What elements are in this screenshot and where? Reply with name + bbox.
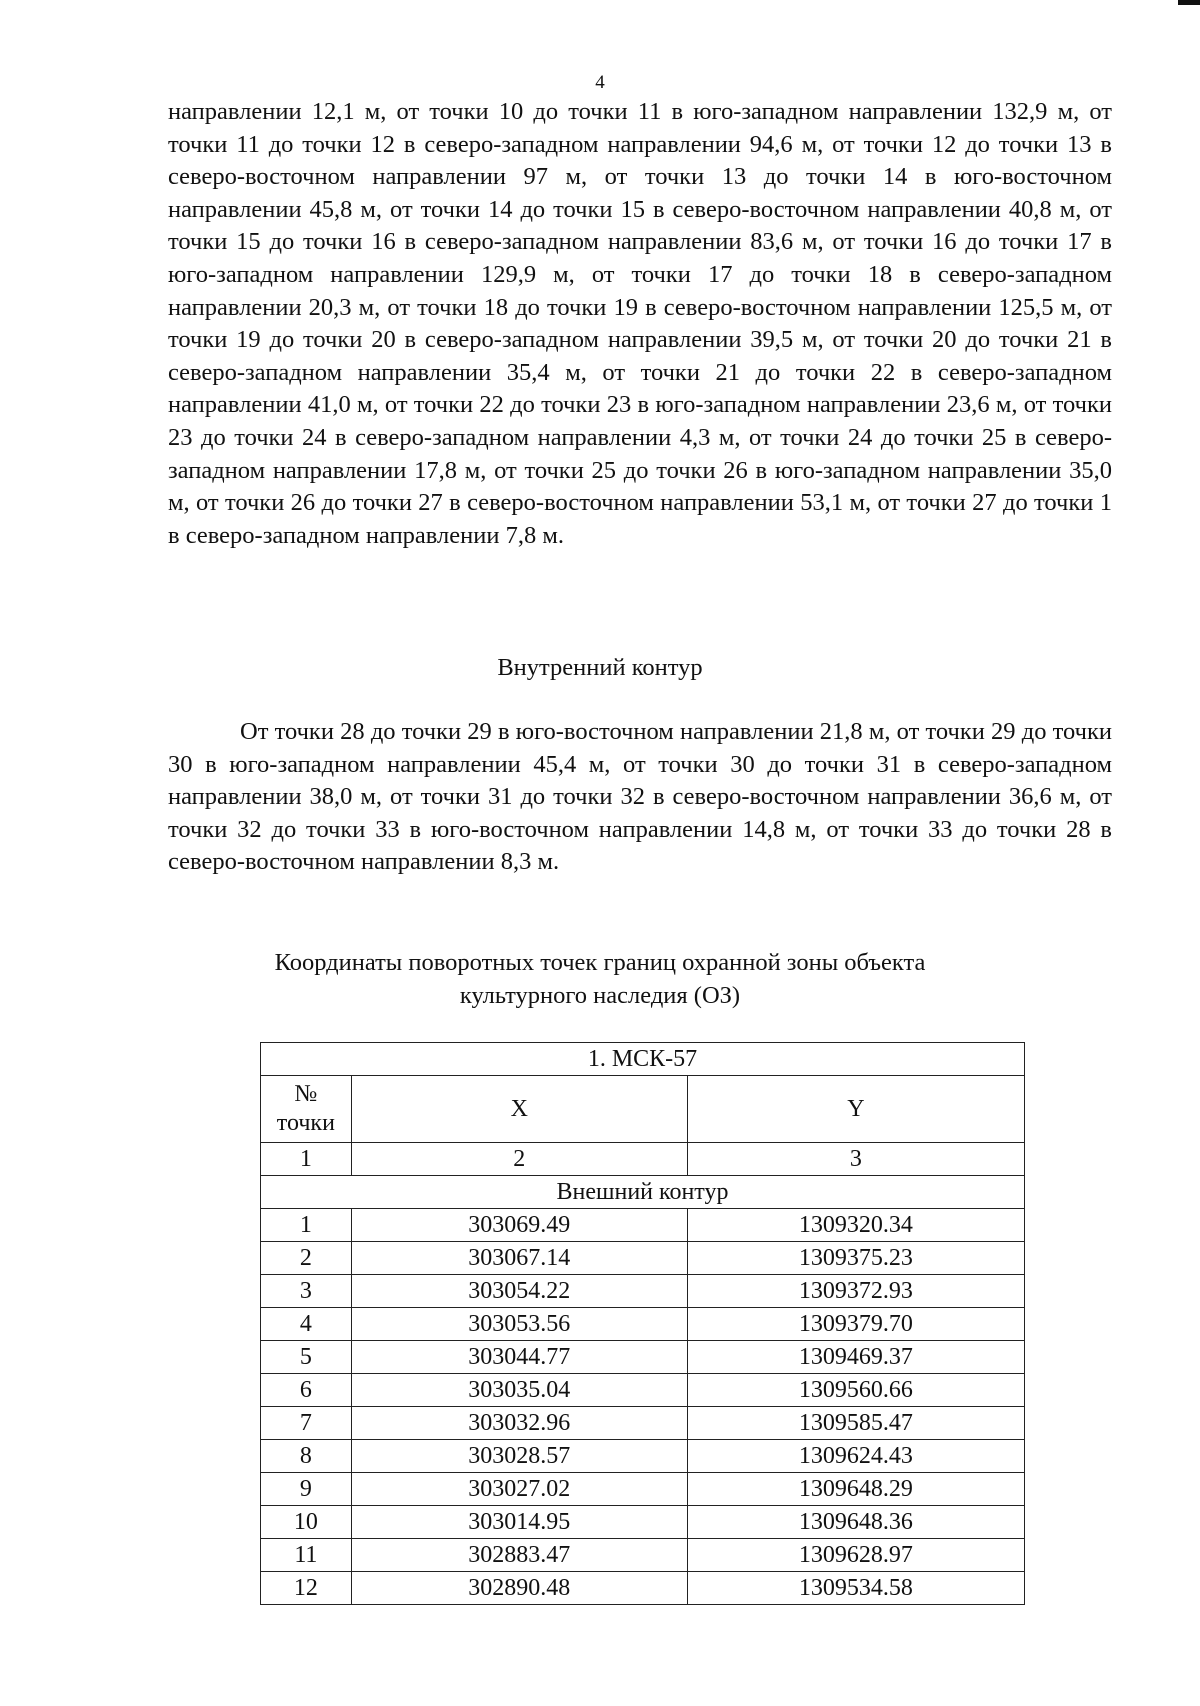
point-y: 1309648.29	[687, 1473, 1024, 1506]
point-number: 4	[261, 1308, 352, 1341]
page-number: 4	[595, 72, 605, 93]
header-row	[261, 1076, 1025, 1143]
index-cell-2: 2	[351, 1143, 687, 1176]
point-x: 303044.77	[351, 1341, 687, 1374]
point-y: 1309372.93	[687, 1275, 1024, 1308]
table-caption-line1: Координаты поворотных точек границ охранной зоны объекта	[274, 949, 926, 976]
point-x: 303054.22	[351, 1275, 687, 1308]
point-x: 303053.56	[351, 1308, 687, 1341]
point-x: 303027.02	[351, 1473, 687, 1506]
header-y: Y	[687, 1076, 1024, 1143]
inner-contour-description: От точки 28 до точки 29 в юго-восточном направлении 21,8 м, от точки 29 до точки 30 в юго-западном направлении 45,4 м, от точки 30 до точки 31 в северо-западном направлении 38,0 м, от точки 31 до точки 32 в северо-восточном направлении 36,6 м, от точки 32 до точки 33 в юго-восточном направлении 14,8 м, от точки 33 до точки 28 в северо-восточном направлении 8,3 м.	[168, 718, 1112, 876]
table-row	[261, 1440, 1025, 1473]
point-number: 9	[261, 1473, 352, 1506]
inner-contour-heading: Внутренний контур	[497, 654, 703, 681]
scan-corner-mark	[1178, 0, 1200, 5]
index-row	[261, 1143, 1025, 1176]
point-number: 8	[261, 1440, 352, 1473]
point-number: 1	[261, 1209, 352, 1242]
point-number: 3	[261, 1275, 352, 1308]
table-row	[261, 1242, 1025, 1275]
table-caption	[0, 946, 1200, 1012]
point-y: 1309469.37	[687, 1341, 1024, 1374]
point-x: 302890.48	[351, 1572, 687, 1605]
table-row	[261, 1275, 1025, 1308]
point-number: 11	[261, 1539, 352, 1572]
table-row	[261, 1506, 1025, 1539]
index-cell-1: 1	[261, 1143, 352, 1176]
point-y: 1309379.70	[687, 1308, 1024, 1341]
table-row	[261, 1341, 1025, 1374]
header-point-number	[261, 1076, 352, 1143]
table-row	[261, 1209, 1025, 1242]
table-row	[261, 1539, 1025, 1572]
point-y: 1309320.34	[687, 1209, 1024, 1242]
header-x: X	[351, 1076, 687, 1143]
point-number: 7	[261, 1407, 352, 1440]
point-number: 10	[261, 1506, 352, 1539]
table-row	[261, 1572, 1025, 1605]
point-y: 1309628.97	[687, 1539, 1024, 1572]
point-x: 303028.57	[351, 1440, 687, 1473]
table-row	[261, 1407, 1025, 1440]
section-row	[261, 1176, 1025, 1209]
point-number: 12	[261, 1572, 352, 1605]
point-y: 1309624.43	[687, 1440, 1024, 1473]
header-point-number-word: точки	[276, 1110, 335, 1136]
coordinate-system-row	[261, 1043, 1025, 1076]
point-y: 1309585.47	[687, 1407, 1024, 1440]
point-y: 1309534.58	[687, 1572, 1024, 1605]
point-number: 6	[261, 1374, 352, 1407]
point-number: 5	[261, 1341, 352, 1374]
table-row	[261, 1308, 1025, 1341]
coordinate-system-cell: 1. МСК-57	[261, 1043, 1025, 1076]
point-y: 1309560.66	[687, 1374, 1024, 1407]
outer-contour-description: направлении 12,1 м, от точки 10 до точки 11 в юго-западном направлении 132,9 м, от точки 11 до точки 12 в северо-западном направлении 94,6 м, от точки 12 до точки 13 в северо-восточном направлении 97 м, от точки 13 до точки 14 в юго-восточном направлении 45,8 м, от точки 14 до точки 15 в северо-восточном направлении 40,8 м, от точки 15 до точки 16 в северо-западном направлении 83,6 м, от точки 16 до точки 17 в юго-западном направлении 129,9 м, от точки 17 до точки 18 в северо-западном направлении 20,3 м, от точки 18 до точки 19 в северо-восточном направлении 125,5 м, от точки 19 до точки 20 в северо-западном направлении 39,5 м, от точки 20 до точки 21 в северо-западном направлении 35,4 м, от точки 21 до точки 22 в северо-западном направлении 41,0 м, от точки 22 до точки 23 в юго-западном направлении 23,6 м, от точки 23 до точки 24 в северо-западном направлении 4,3 м, от точки 24 до точки 25 в северо-западном направлении 17,8 м, от точки 25 до точки 26 в юго-западном направлении 35,0 м, от точки 26 до точки 27 в северо-восточном направлении 53,1 м, от точки 27 до точки 1 в северо-западном направлении 7,8 м.	[168, 98, 1112, 549]
table-caption-line2: культурного наследия (ОЗ)	[459, 982, 741, 1009]
table-row	[261, 1473, 1025, 1506]
table-row	[261, 1374, 1025, 1407]
point-x: 303035.04	[351, 1374, 687, 1407]
point-number: 2	[261, 1242, 352, 1275]
point-x: 303032.96	[351, 1407, 687, 1440]
point-x: 303014.95	[351, 1506, 687, 1539]
index-cell-3: 3	[687, 1143, 1024, 1176]
section-cell-outer-contour: Внешний контур	[261, 1176, 1025, 1209]
coordinates-table	[260, 1042, 1025, 1605]
point-x: 303069.49	[351, 1209, 687, 1242]
point-y: 1309648.36	[687, 1506, 1024, 1539]
point-x: 303067.14	[351, 1242, 687, 1275]
header-point-number-symbol: №	[294, 1081, 318, 1107]
point-y: 1309375.23	[687, 1242, 1024, 1275]
point-x: 302883.47	[351, 1539, 687, 1572]
